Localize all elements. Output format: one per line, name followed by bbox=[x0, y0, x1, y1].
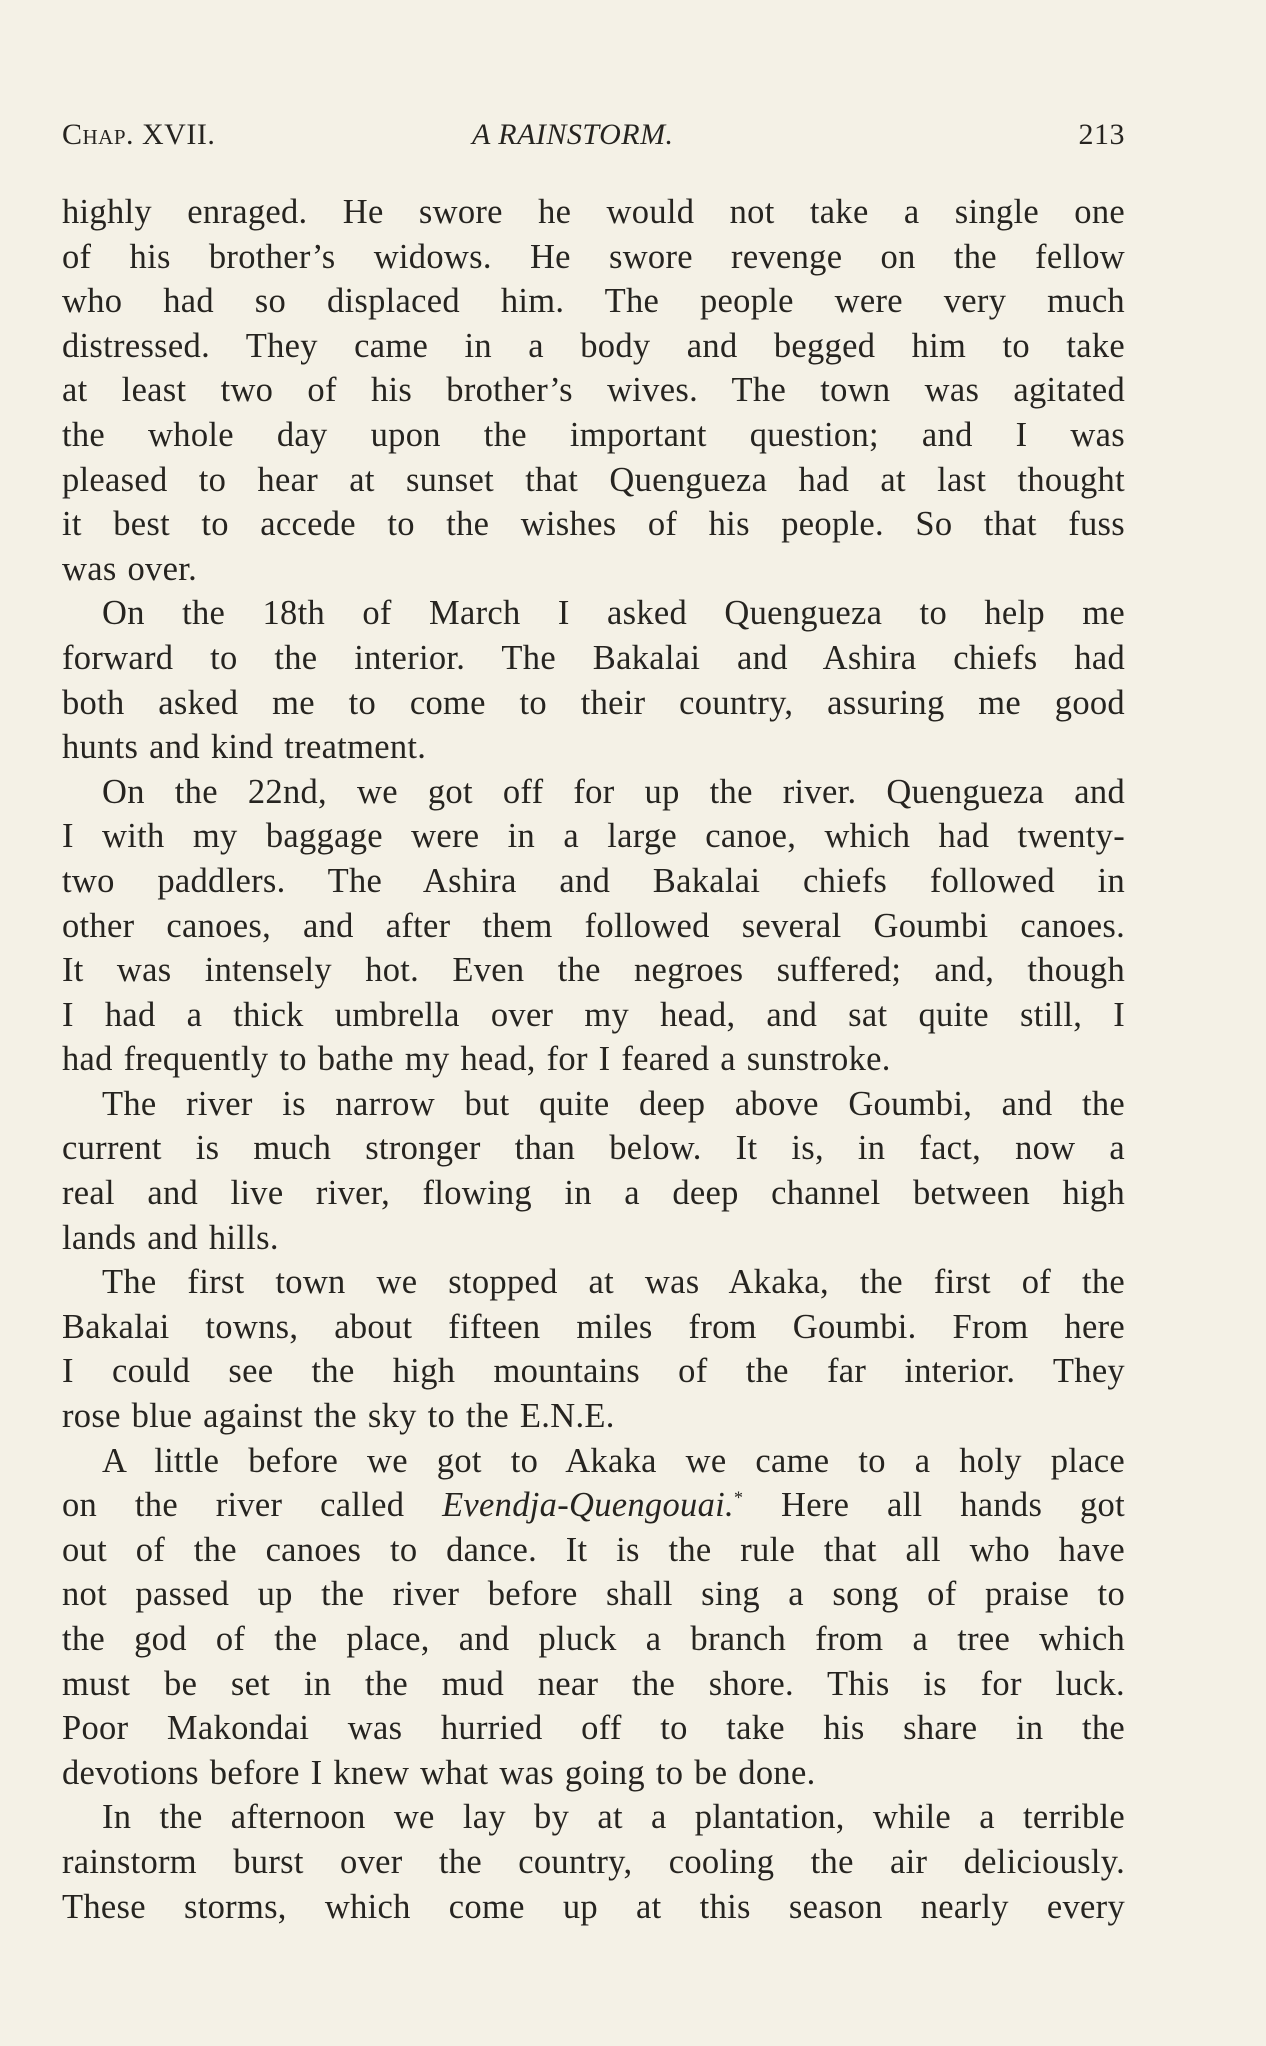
text-line: current is much stronger than below. It is, in fact, now a bbox=[62, 1129, 1125, 1168]
text-line: The river is narrow but quite deep above Goumbi, and the bbox=[102, 1084, 1125, 1123]
text-line: I had a thick umbrella over my head, and sat quite still, I bbox=[62, 995, 1125, 1034]
place-name-italic: Evendja-Quengouai. bbox=[442, 1486, 734, 1525]
text-line: it best to accede to the wishes of his people. So that fuss bbox=[62, 505, 1125, 544]
page-number: 213 bbox=[1078, 118, 1125, 151]
text-line: the whole day upon the important question; and I was bbox=[62, 415, 1125, 454]
text-line: Bakalai towns, about fifteen miles from Goumbi. From here bbox=[62, 1307, 1125, 1346]
text-segment: on the river called bbox=[62, 1486, 405, 1525]
text-line: A little before we got to Akaka we came to a holy place bbox=[102, 1441, 1125, 1480]
text-line: two paddlers. The Ashira and Bakalai chiefs followed in bbox=[62, 861, 1125, 900]
text-line: lands and hills. bbox=[62, 1218, 279, 1257]
text-line: real and live river, flowing in a deep channel between high bbox=[62, 1174, 1125, 1213]
text-line: In the afternoon we lay by at a plantation, while a terrible bbox=[102, 1798, 1125, 1837]
text-line: It was intensely hot. Even the negroes suffered; and, though bbox=[62, 951, 1125, 990]
text-line: rainstorm burst over the country, cooling the air deliciously. bbox=[62, 1842, 1125, 1881]
text-line: On the 22nd, we got off for up the river. Quengueza and bbox=[102, 772, 1125, 811]
text-line: These storms, which come up at this season nearly every bbox=[62, 1887, 1125, 1926]
text-line: both asked me to come to their country, assuring me good bbox=[62, 683, 1125, 722]
text-line: out of the canoes to dance. It is the rule that all who have bbox=[62, 1530, 1125, 1569]
text-line: I could see the high mountains of the far interior. They bbox=[62, 1352, 1125, 1391]
text-line: hunts and kind treatment. bbox=[62, 728, 427, 767]
text-line: other canoes, and after them followed several Goumbi canoes. bbox=[62, 906, 1125, 945]
running-header bbox=[62, 118, 1125, 158]
text-segment: Here all hands got bbox=[781, 1486, 1125, 1525]
text-line: rose blue against the sky to the E.N.E. bbox=[62, 1397, 615, 1436]
body-text bbox=[62, 190, 1125, 1929]
text-line: On the 18th of March I asked Quengueza to help me bbox=[102, 594, 1125, 633]
text-line: of his brother’s widows. He swore revenge on the fellow bbox=[62, 237, 1125, 276]
text-line: the god of the place, and pluck a branch from a tree which bbox=[62, 1620, 1125, 1658]
text-line: forward to the interior. The Bakalai and Ashira chiefs had bbox=[62, 638, 1125, 677]
text-line: who had so displaced him. The people were very much bbox=[62, 282, 1125, 321]
text-line: not passed up the river before shall sing a song of praise to bbox=[62, 1575, 1125, 1614]
text-line: at least two of his brother’s wives. The town was agitated bbox=[62, 371, 1125, 410]
text-line: I with my baggage were in a large canoe, which had twenty- bbox=[62, 817, 1125, 856]
text-line: must be set in the mud near the shore. This is for luck. bbox=[62, 1664, 1125, 1703]
text-line: Poor Makondai was hurried off to take his share in the bbox=[62, 1709, 1125, 1748]
text-line: distressed. They came in a body and begged him to take bbox=[62, 326, 1125, 365]
text-line-with-italic bbox=[62, 1483, 1125, 1528]
text-line: was over. bbox=[62, 549, 198, 588]
text-line: had frequently to bathe my head, for I feared a sunstroke. bbox=[62, 1040, 891, 1079]
page-title: A RAINSTORM. bbox=[472, 118, 674, 151]
text-line: pleased to hear at sunset that Quengueza had at last thought bbox=[62, 460, 1125, 499]
footnote-marker: * bbox=[733, 1487, 744, 1508]
chapter-label: Chap. XVII. bbox=[62, 118, 216, 151]
text-line: devotions before I knew what was going to be done. bbox=[62, 1753, 816, 1792]
text-line: The first town we stopped at was Akaka, the first of the bbox=[102, 1263, 1125, 1302]
text-line: highly enraged. He swore he would not take a single one bbox=[62, 193, 1125, 231]
